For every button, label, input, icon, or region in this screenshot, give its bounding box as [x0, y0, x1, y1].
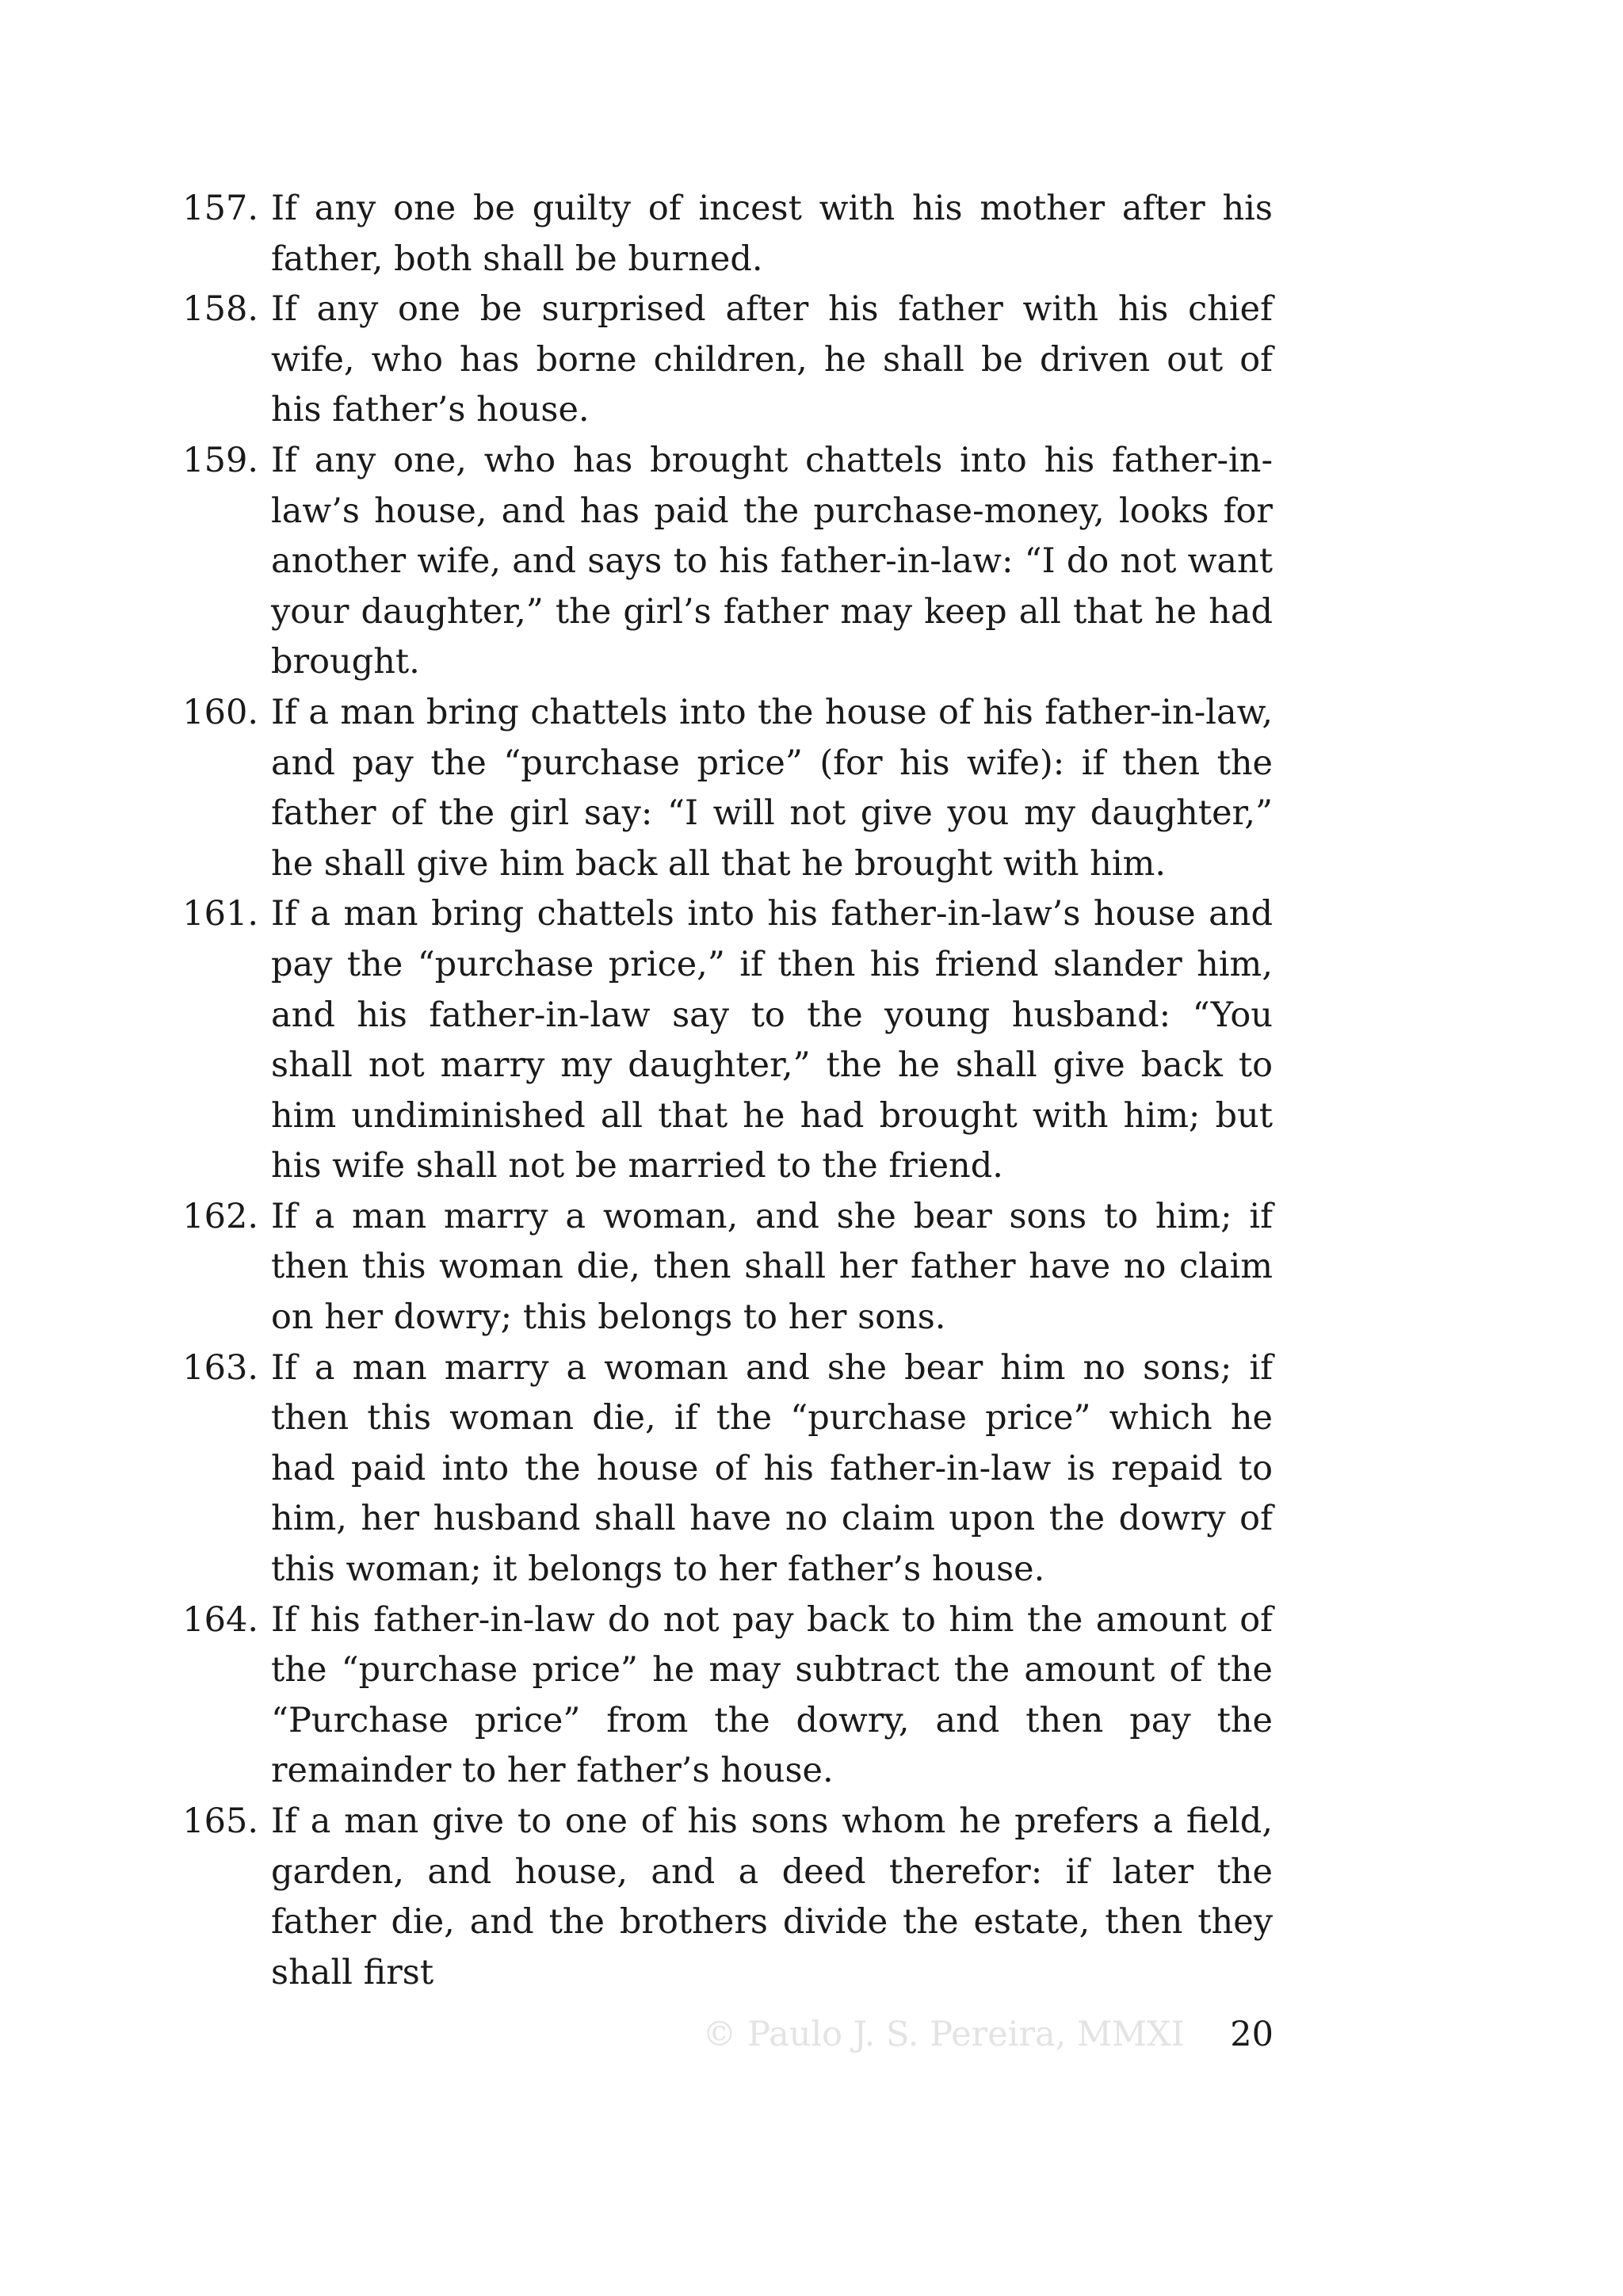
- law-text: If his father-in-law do not pay back to him the amount of the “purchase price” he may subtract the amount of the “Purchase price” from the dowry, and then pay the remainder to her father’s house.: [271, 1599, 1273, 1791]
- law-list: [170, 184, 1273, 1998]
- law-number: 158.: [182, 289, 258, 330]
- law-text: If any one be surprised after his father with his chief wife, who has borne children, he shall be driven out of his father’s house.: [271, 289, 1273, 430]
- law-item: [170, 184, 1273, 285]
- page-number: 20: [1230, 2015, 1274, 2054]
- law-item: [170, 1797, 1273, 1998]
- law-text: If a man give to one of his sons whom he prefers a field, garden, and house, and a deed therefor: if later the father die, and the brothers divide the estate, then they shall first: [271, 1801, 1273, 1992]
- law-text: If a man marry a woman and she bear him no sons; if then this woman die, if the “purchase price” which he had paid into the house of his father-in-law is repaid to him, her husband shall have no claim upon the dowry of this woman; it belongs to her father’s house.: [271, 1347, 1273, 1590]
- law-text: If any one, who has brought chattels into his father-in-law’s house, and has paid the purchase-money, looks for another wife, and says to his father-in-law: “I do not want your daughter,” the girl’s father may keep all that he had brought.: [271, 440, 1273, 682]
- law-item: [170, 1595, 1273, 1797]
- law-item: [170, 1343, 1273, 1595]
- law-text: If any one be guilty of incest with his mother after his father, both shall be burned.: [271, 189, 1273, 279]
- law-item: [170, 688, 1273, 889]
- law-item: [170, 889, 1273, 1192]
- law-number: 157.: [182, 189, 258, 228]
- law-number: 160.: [182, 692, 258, 732]
- law-item: [170, 436, 1273, 688]
- law-number: 163.: [182, 1347, 258, 1388]
- copyright-notice: © Paulo J. S. Pereira, MMXI: [702, 2015, 1185, 2054]
- law-number: 164.: [182, 1599, 258, 1640]
- law-number: 159.: [182, 440, 258, 480]
- law-item: [170, 1192, 1273, 1343]
- law-text: If a man bring chattels into his father-in-law’s house and pay the “purchase price,” if then his friend slander him, and his father-in-law say to the young husband: “You shall not marry my daughter,” the he shall give back to him undiminished all that he had brought with him; but his wife shall not be married to the friend.: [271, 894, 1273, 1186]
- page-footer: [702, 2011, 1274, 2058]
- law-text: If a man marry a woman, and she bear sons to him; if then this woman die, then shall her father have no claim on her dowry; this belongs to her sons.: [271, 1196, 1273, 1338]
- law-number: 161.: [182, 894, 258, 934]
- law-text: If a man bring chattels into the house of his father-in-law, and pay the “purchase price” (for his wife): if then the father of the girl say: “I will not give you my daughter,” he shall give him back all that he brought with him.: [271, 692, 1273, 884]
- law-number: 162.: [182, 1196, 258, 1236]
- law-number: 165.: [182, 1801, 258, 1841]
- law-item: [170, 285, 1273, 436]
